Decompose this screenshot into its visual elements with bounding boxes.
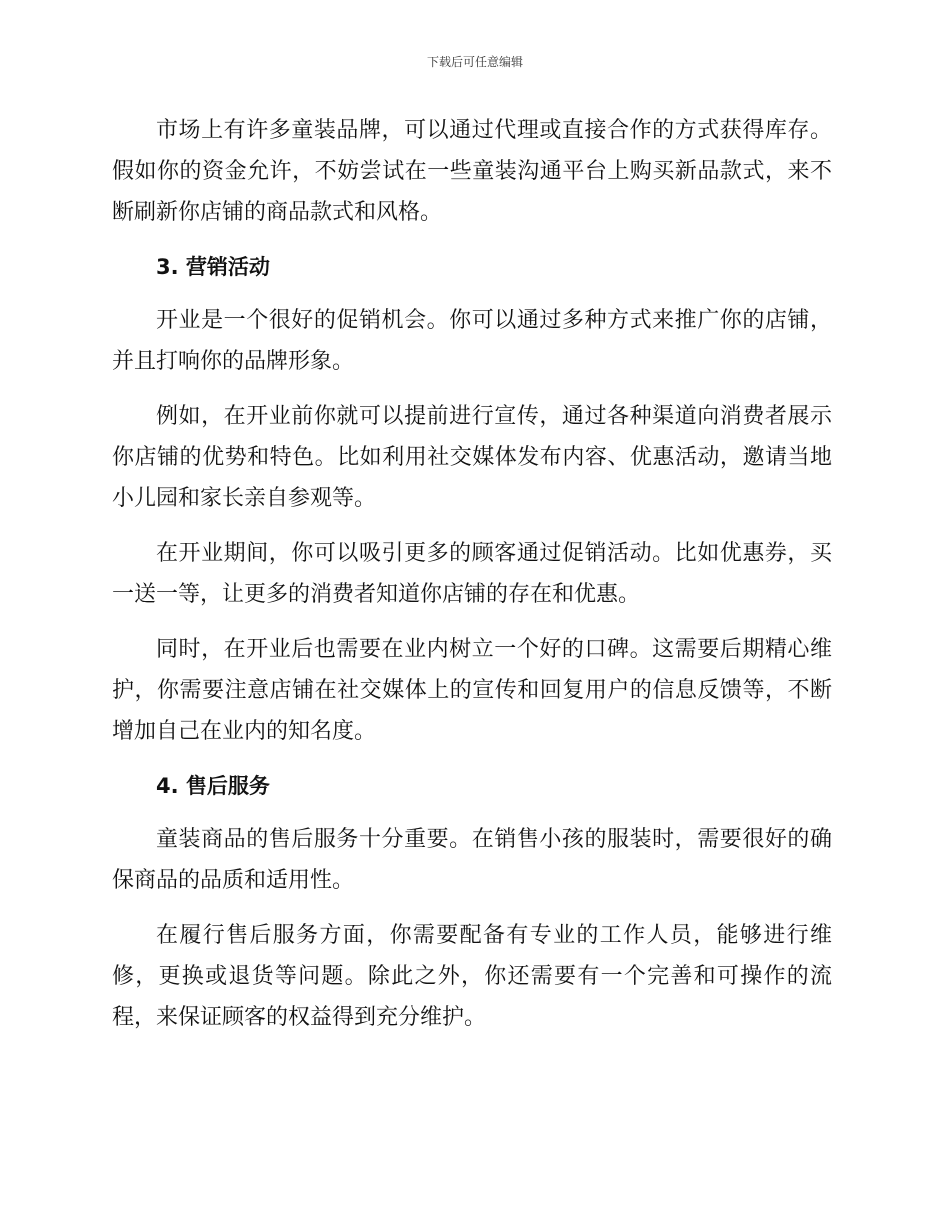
paragraph-opening-period: 在开业期间，你可以吸引更多的顾客通过促销活动。比如优惠券，买一送一等，让更多的消费者知道你店铺的存在和优惠。: [112, 541, 832, 607]
paragraph-inventory: 市场上有许多童装品牌，可以通过代理或直接合作的方式获得库存。假如你的资金允许，不妨尝试在一些童装沟通平台上购买新品款式，来不断刷新你店铺的商品款式和风格。: [112, 118, 832, 225]
document-body: [112, 110, 832, 1052]
paragraph-pre-opening: 例如，在开业前你就可以提前进行宣传，通过各种渠道向消费者展示你店铺的优势和特色。比如利用社交媒体发布内容、优惠活动，邀请当地小儿园和家长亲自参观等。: [112, 404, 832, 511]
section-heading-after-sales: 4. 售后服务: [156, 774, 270, 798]
paragraph-reputation: 同时，在开业后也需要在业内树立一个好的口碑。这需要后期精心维护，你需要注意店铺在社交媒体上的宣传和回复用户的信息反馈等，不断增加自己在业内的知名度。: [112, 637, 832, 744]
section-heading-marketing: 3. 营销活动: [156, 255, 270, 279]
paragraph-after-sales-importance: 童装商品的售后服务十分重要。在销售小孩的服装时，需要很好的确保商品的品质和适用性。: [112, 827, 832, 893]
paragraph-opening-promo: 开业是一个很好的促销机会。你可以通过多种方式来推广你的店铺，并且打响你的品牌形象。: [112, 308, 832, 374]
page-header: 下载后可任意编辑: [426, 55, 523, 69]
paragraph-after-sales-process: 在履行售后服务方面，你需要配备有专业的工作人员，能够进行维修，更换或退货等问题。除此之外，你还需要有一个完善和可操作的流程，来保证顾客的权益得到充分维护。: [112, 923, 832, 1030]
